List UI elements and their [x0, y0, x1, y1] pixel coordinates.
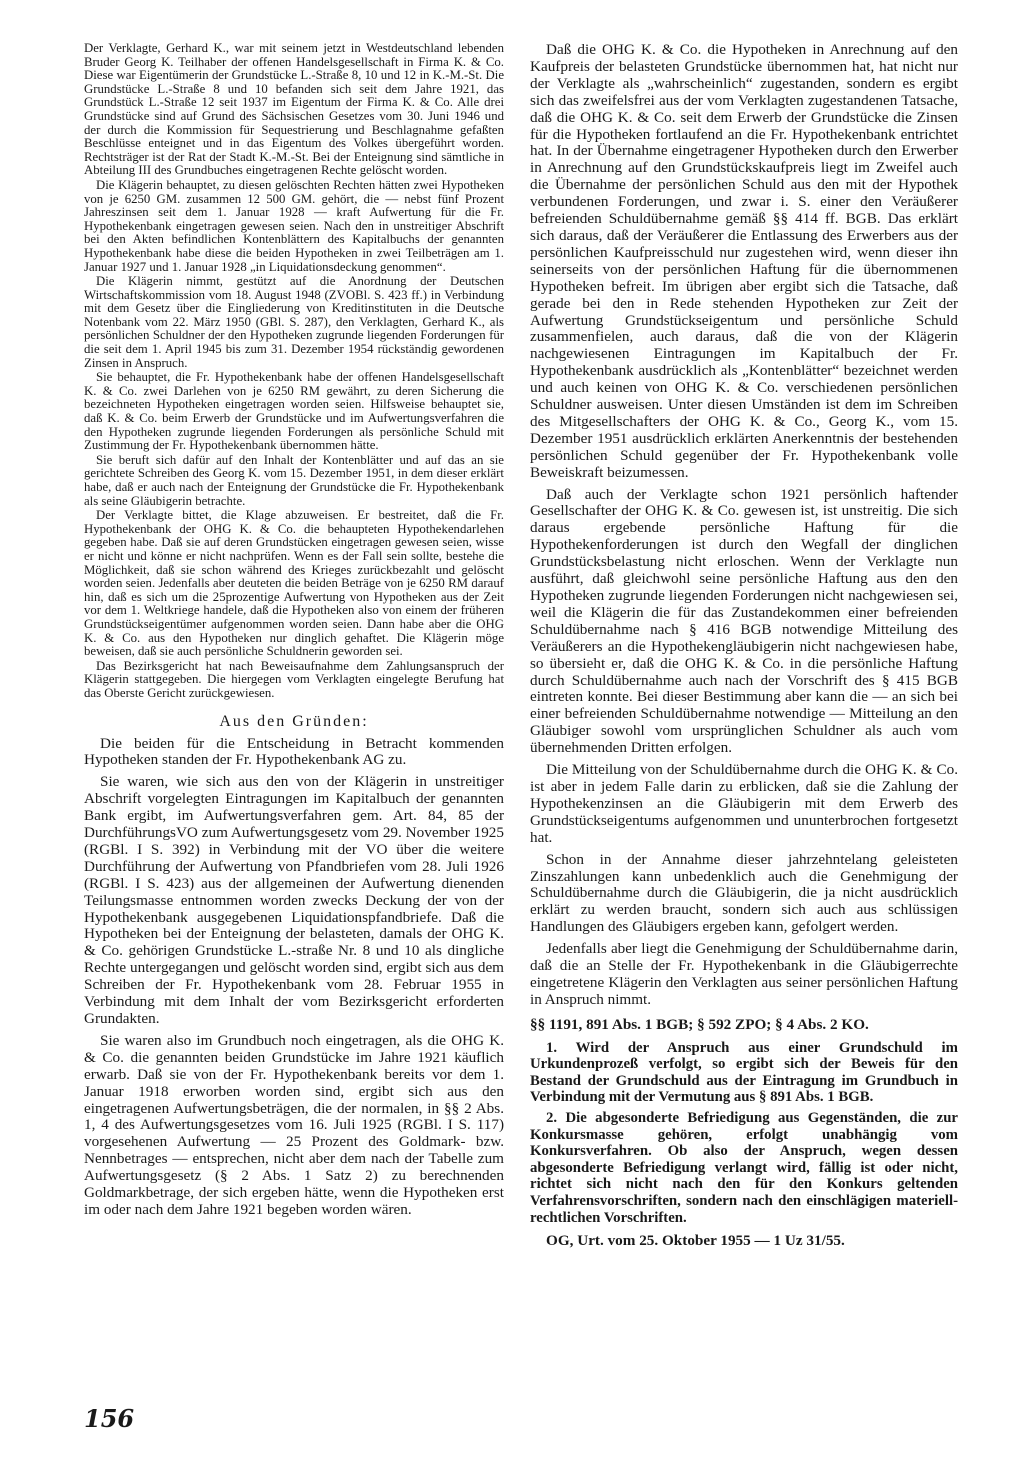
facts-paragraph: Der Verklagte bittet, die Klage abzuweisen. Er bestreitet, daß die Fr. Hypothekenbank der OHG K. & Co. die behaupteten Hypothekendarlehen gegeben habe. Daß sie auf deren Grundstücken eingetragen gewesen seien, wisse er nicht und könne er nicht nachprüfen. Wenn es der Fall sein sollte, bestehe die Möglichkeit, daß sie schon während des Krieges zurückbezahlt und gelöscht worden seien. Jedenfalls aber deuteten die beiden Beträge von je 6250 RM darauf hin, daß es sich um die 25prozentige Aufwertung von Hypotheken aus der Zeit vor dem 1. Weltkriege handele, daß die Hypotheken also von einem der früheren Grundstückseigentümer aufgenommen worden seien. Dann habe aber die OHG K. & Co. aus den Hypotheken nur dinglich gehaftet. Die Klägerin möge beweisen, daß sie auch persönliche Schuldnerin geworden sei.: [84, 508, 504, 659]
reasons-body-continued: [530, 42, 958, 1009]
left-column: [84, 42, 504, 1224]
body-paragraph: Daß die OHG K. & Co. die Hypotheken in Anrechnung auf den Kaufpreis der belasteten Grundstücke übernommen hat, hat nicht nur der Verklagte als „wahrscheinlich“ zugestanden, sondern es ergibt sich das zweifelsfrei aus der vom Verklagten zugestandenen Tatsache, daß die OHG K. & Co. seit dem Erwerb der Grundstücke die Zinsen für die Hypotheken fortlaufend an die Fr. Hypothekenbank entrichtet hat. In der Übernahme eingetragener Hypotheken durch den Erwerber in Anrechnung auf den Grundstückskaufpreis liegt im Zweifel auch die Übernahme der persönlichen Schuld aus den mit der Hypothek verbundenen Forderungen, und zwar i. S. einer den Veräußerer befreienden Schuldübernahme gemäß §§ 414 ff. BGB. Das erklärt sich daraus, daß der Veräußerer die Entlassung des Erwerbers aus der persönlichen Kaufpreisschuld nur zugestehen wird, wenn dieser ihn seinerseits von der persönlichen Haftung für die übernommenen Hypotheken befreit. Im übrigen aber ergibt sich die Tatsache, daß gerade bei den in Rede stehenden Hypotheken zur Zeit der Aufwertung Grundstückseigentum und persönliche Schuld zusammenfielen, auch daraus, daß die von der Klägerin nachgewiesenen Eintragungen im Kapitalbuch der Fr. Hypothekenbank ausdrücklich als „Kontenblätter“ bezeichnet werden und auch keinen von OHG K. & Co. verschiedenen persönlichen Schuldner ausweisen. Unter diesen Umständen ist dem im Schreiben des Mitgesellschafters der OHG K. & Co., Georg K., vom 15. Dezember 1951 ausdrücklich erklärten Anerkenntnis der bestehenden persönlichen Schuld gegenüber der Fr. Hypothekenbank volle Beweiskraft beizumessen.: [530, 41, 958, 481]
facts-paragraph: Die Klägerin behauptet, zu diesen gelöschten Rechten hätten zwei Hypotheken von je 6250 GM. zusammen 12 500 GM. gehört, die — nebst fünf Prozent Jahreszinsen seit dem 1. Januar 1928 — kraft Aufwertung für die Fr. Hypothekenbank eingetragen gewesen seien. Nach den in unstreitiger Abschrift bei den Akten befindlichen Kontenblättern des Kapitalbuchs der genannten Hypothekenbank habe diese die beiden Hypotheken in zwei Teilbeträgen am 1. Januar 1927 und 1. Januar 1928 „in Liquidationsdeckung genommen“.: [84, 177, 504, 274]
body-paragraph: Daß auch der Verklagte schon 1921 persönlich haftender Gesellschafter der OHG K. & Co. gewesen ist, ist unstreitig. Die sich daraus ergebende persönliche Haftung für die Hypothekenforderungen ist durch den Wegfall der dinglichen Grundstücksbelastung nicht erloschen. Wenn der Verklagte nun ausführt, daß gleichwohl seine persönliche Haftung aus den den Hypotheken zugrunde liegenden Forderungen nicht nachgewiesen sei, weil die Klägerin die für das Zustandekommen einer befreienden Schuldübernahme nach § 416 BGB notwendige Mitteilung des Veräußerers an die Hypothekengläubigerin nicht nachgewiesen habe, so übersieht er, daß die OHG K. & Co. in die persönliche Haftung durch Schuldübernahme auch nach der Vorschrift des § 415 BGB eintreten konnte. Bei dieser Bestimmung aber kann die — an sich bei einer befreienden Schuldübernahme notwendige — Mitteilung an den Gläubiger sowohl vom ursprünglichen Schuldner als auch vom übernehmenden Dritten erfolgen.: [530, 485, 958, 757]
body-paragraph: Die beiden für die Entscheidung in Betracht kommenden Hypotheken standen der Fr. Hypothekenbank AG zu.: [84, 734, 504, 769]
body-paragraph: Sie waren also im Grundbuch noch eingetragen, als die OHG K. & Co. die genannten beiden Grundstücke im Jahre 1921 käuflich erwarb. Daß sie von der Fr. Hypothekenbank bereits vor dem 1. Januar 1918 erworben worden sind, ergibt sich aus den eingetragenen Aufwertungsbeträgen, die der normalen, in §§ 2 Abs. 1, 4 des Aufwertungsgesetzes vom 16. Juli 1925 (RGBl. I S. 117) vorgesehenen Aufwertung — 25 Prozent des Goldmark- bzw. Nennbetrages — entsprechen, nicht aber dem nach der Tabelle zum Aufwertungsgesetz (§ 2 Abs. 1 Satz 2) zu berechnenden Goldmarkbetrage, der sich ergeben hätte, wenn die Hypotheken erst im oder nach dem Jahre 1921 begeben worden wären.: [84, 1031, 504, 1218]
right-column: [530, 42, 958, 1250]
facts-paragraph: Das Bezirksgericht hat nach Beweisaufnahme dem Zahlungsanspruch der Klägerin stattgegeben. Die hiergegen vom Verklagten eingelegte Berufung hat das Oberste Gericht zurückgewiesen.: [84, 658, 504, 700]
facts-paragraph: Sie behauptet, die Fr. Hypothekenbank habe der offenen Handelsgesellschaft K. & Co. zwei Darlehen von je 6250 RM gewährt, zu deren Sicherung die bezeichneten Hypotheken eingetragen worden seien. Hilfsweise behauptet sie, daß K. & Co. beim Erwerb der Grundstücke und im Aufwertungsverfahren die den Hypotheken zugrunde liegenden Forderungen als persönliche Schuld mit Zustimmung der Fr. Hypothekenbank übernommen hätte.: [84, 370, 504, 453]
facts-paragraph: Der Verklagte, Gerhard K., war mit seinem jetzt in Westdeutschland lebenden Bruder Georg K. Teilhaber der offenen Handelsgesellschaft in Firma K. & Co. Diese war Eigentümerin der Grundstücke L.-Straße 8, 10 und 12 in K.-M.-St. Die Grundstücke L.-Straße 8 und 10 befanden sich seit dem Jahre 1921, das Grundstück L.-Straße 12 seit 1937 im Eigentum der Firma K. & Co. Alle drei Grundstücke sind auf Grund des Sächsischen Gesetzes vom 30. Juni 1946 und der durch die Kommission für Sequestrierung und Beschlagnahme gefaßten Beschlüsse enteignet und in das Eigentum des Volkes übergeführt worden. Rechtsträger ist der Rat der Stadt K.-M.-St. Bei der Enteignung sind sämtliche in Abteilung III des Grundbuches eingetragenen Rechte gelöscht worden.: [84, 41, 504, 178]
facts-paragraph: Sie beruft sich dafür auf den Inhalt der Kontenblätter und auf das an sie gerichtete Schreiben des Georg K. vom 15. Dezember 1951, in dem dieser erklärt habe, daß er auch nach der Enteignung der Grundstücke die Fr. Hypothekenbank als seine Gläubigerin betrachte.: [84, 452, 504, 508]
facts-paragraph: Die Klägerin nimmt, gestützt auf die Anordnung der Deutschen Wirtschaftskommission vom 18. August 1948 (ZVOBl. S. 423 ff.) in Verbindung mit dem Gesetz über die Eingliederung von Kreditinstituten in die Deutsche Notenbank vom 22. März 1950 (GBl. S. 287), den Verklagten, Gerhard K., als persönlichen Schuldner der den Hypotheken zugrunde liegenden Forderungen für die seit dem 1. April 1945 bis zum 31. Dezember 1954 rückständig gewordenen Zinsen in Anspruch.: [84, 274, 504, 370]
headnote: 1. Wird der Anspruch aus einer Grundschuld im Urkundenprozeß verfolgt, so ergibt sich der Beweis für den Bestand der Grundschuld aus der Eintragung im Grundbuch in Verbindung mit der Vermutung aus § 891 Abs. 1 BGB.: [530, 1039, 958, 1106]
case-facts: [84, 42, 504, 701]
reasons-body: [84, 736, 504, 1219]
body-paragraph: Schon in der Annahme dieser jahrzehntelang geleisteten Zinszahlungen kann unbedenklich auch die Genehmigung der Schuldübernahme durch die Gläubigerin, die ja nicht ausdrücklich erklärt zu werden braucht, sondern sich auch aus schlüssigen Handlungen des Gläubigers ergeben kann, gefolgert werden.: [530, 850, 958, 936]
body-paragraph: Die Mitteilung von der Schuldübernahme durch die OHG K. & Co. ist aber in jedem Falle darin zu erblicken, daß sie die Zahlung der Hypothekenzinsen an die Gläubigerin mit dem Erwerb des Grundstückseigentums aufgenommen und ununterbrochen fortgesetzt hat.: [530, 761, 958, 846]
page-number: 156: [84, 1404, 135, 1433]
body-paragraph: Jedenfalls aber liegt die Genehmigung der Schuldübernahme darin, daß die an Stelle der Fr. Hypothekenbank in die Gläubigerrechte eingetretene Klägerin den Verklagten aus seiner persönlichen Haftung in Anspruch nimmt.: [530, 940, 958, 1008]
court-citation: OG, Urt. vom 25. Oktober 1955 — 1 Uz 31/55.: [546, 1232, 845, 1250]
headnote: 2. Die abgesonderte Befriedigung aus Gegenständen, die zur Konkursmasse gehören, erfolgt unabhängig vom Konkursverfahren. Ob also der Anspruch, wegen dessen abgesonderte Befriedigung verlangt wird, fällig ist oder nicht, richtet sich nicht nach den für den Konkurs geltenden Verfahrensvorschriften, sondern nach den einschlägigen materiell-rechtlichen Vorschriften.: [530, 1110, 958, 1226]
body-paragraph: Sie waren, wie sich aus den von der Klägerin in unstreitiger Abschrift vorgelegten Eintragungen im Kapitalbuch der genannten Bank ergibt, im Aufwertungsverfahren gem. Art. 84, 85 der DurchführungsVO zum Aufwertungsgesetz vom 29. November 1925 (RGBl. I S. 392) in Verbindung mit der VO über die weitere Durchführung der Aufwertung von Pfandbriefen vom 28. Juli 1926 (RGBl. I S. 423) aus der allgemeinen der Aufwertung dienenden Teilungsmasse entnommen worden zwecks Deckung der von der Hypothekenbank ausgegebenen Liquidationspfandbriefe. Daß die Hypotheken bei der Enteignung der belasteten, damals der OHG K. & Co. gehörigen Grundstücke L.-straße Nr. 8 und 10 als dingliche Rechte untergegangen und gelöscht worden sind, ergibt sich aus dem Schreiben der Fr. Hypothekenbank vom 28. Februar 1955 in Verbindung mit dem Inhalt der vom Bezirksgericht erforderten Grundakten.: [84, 773, 504, 1027]
statute-reference: §§ 1191, 891 Abs. 1 BGB; § 592 ZPO; § 4 Abs. 2 KO.: [530, 1015, 869, 1033]
reasons-heading: Aus den Gründen:: [219, 712, 369, 730]
